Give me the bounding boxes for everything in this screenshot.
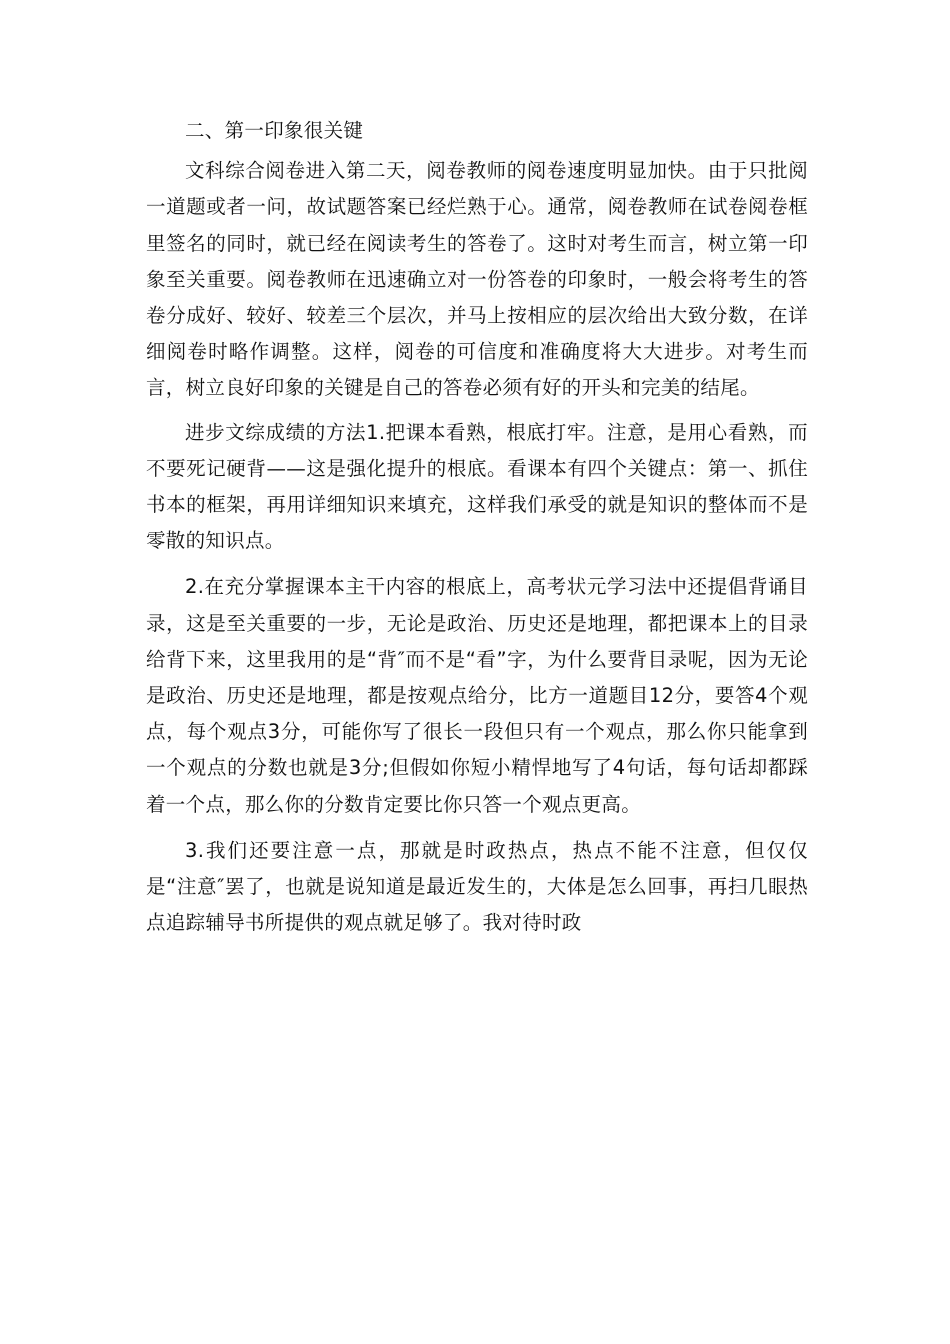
- document-body: [146, 113, 808, 941]
- paragraph-method-1: 进步文综成绩的方法1.把课本看熟，根底打牢。注意，是用心看熟，而不要死记硬背——这是强化提升的根底。看课本有四个关键点：第一、抓住书本的框架，再用详细知识来填充，这样我们承受的就是知识的整体而不是零散的知识点。: [146, 420, 808, 553]
- paragraph-method-3: 3.我们还要注意一点，那就是时政热点，热点不能不注意，但仅仅是“注意″罢了，也就是说知道是最近发生的，大体是怎么回事，再扫几眼热点追踪辅导书所提供的观点就足够了。我对待时政: [146, 838, 808, 935]
- paragraph-method-2: 2.在充分掌握课本主干内容的根底上，高考状元学习法中还提倡背诵目录，这是至关重要的一步，无论是政治、历史还是地理，都把课本上的目录给背下来，这里我用的是“背″而不是“看”字，为什么要背目录呢，因为无论是政治、历史还是地理，都是按观点给分，比方一道题目12分，要答4个观点，每个观点3分，可能你写了很长一段但只有一个观点，那么你只能拿到一个观点的分数也就是3分;但假如你短小精悍地写了4句话，每句话却都踩着一个点，那么你的分数肯定要比你只答一个观点更高。: [146, 575, 808, 816]
- paragraph-first-impression: 文科综合阅卷进入第二天，阅卷教师的阅卷速度明显加快。由于只批阅一道题或者一问，故试题答案已经烂熟于心。通常，阅卷教师在试卷阅卷框里签名的同时，就已经在阅读考生的答卷了。这时对考生而言，树立第一印象至关重要。阅卷教师在迅速确立对一份答卷的印象时，一般会将考生的答卷分成好、较好、较差三个层次，并马上按相应的层次给出大致分数，在详细阅卷时略作调整。这样，阅卷的可信度和准确度将大大进步。对考生而言，树立良好印象的关键是自己的答卷必须有好的开头和完美的结尾。: [146, 159, 808, 400]
- section-heading: 二、第一印象很关键: [185, 119, 364, 142]
